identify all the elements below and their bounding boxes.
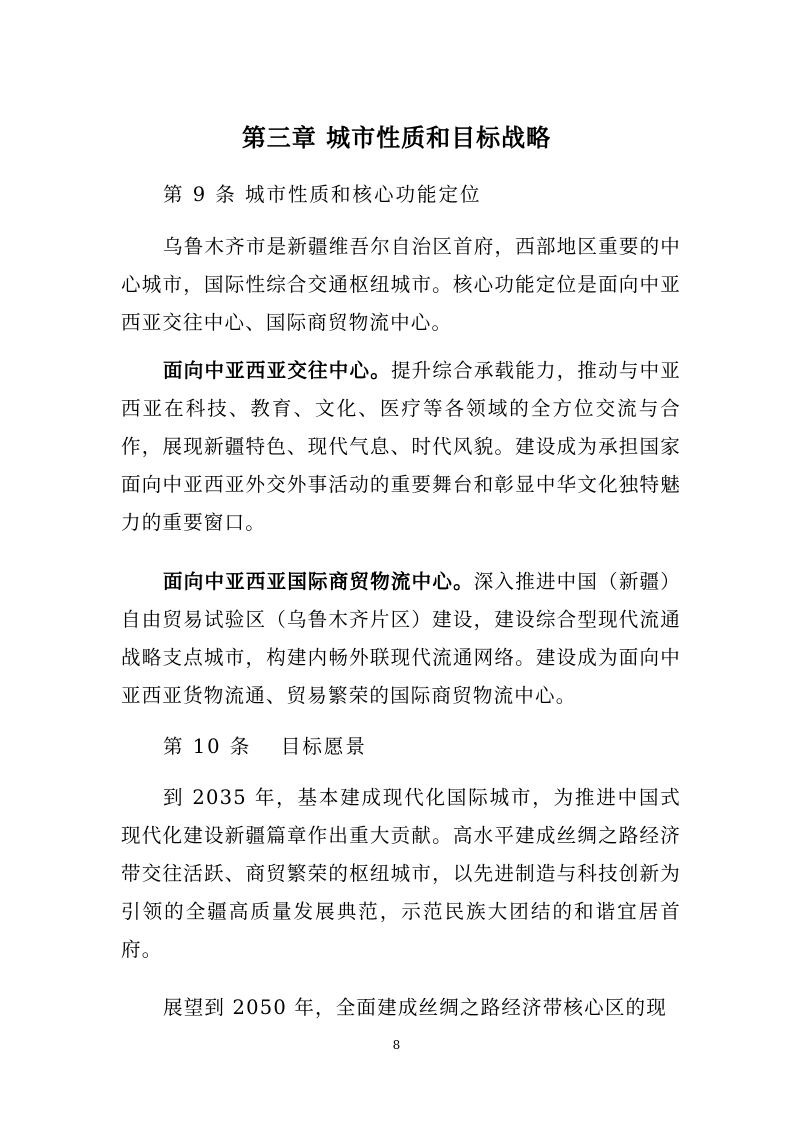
article-10-paragraph-1 [121,779,681,969]
article-10-heading: 第 10 条 目标愿景 [163,735,367,758]
article-10-paragraph-2 [121,989,681,1027]
article-9-heading: 第 9 条 城市性质和核心功能定位 [163,183,482,206]
paragraph-lead: 面向中亚西亚交往中心。 [163,359,391,382]
paragraph-lead: 面向中亚西亚国际商贸物流中心。 [163,570,474,593]
article-9-paragraph-1 [121,228,681,342]
paragraph-text: 展望到 2050 年，全面建成丝绸之路经济带核心区的现 [163,996,667,1019]
article-9-paragraph-2 [121,352,681,542]
paragraph-text: 深入推进中国（新疆）自由贸易试验区（乌鲁木齐片区）建设，建设综合型现代流通战略支点城市，构建内畅外联现代流通网络。建设成为面向中亚西亚货物流通、贸易繁荣的国际商贸物流中心。 [121,570,681,707]
paragraph-text: 提升综合承载能力，推动与中亚西亚在科技、教育、文化、医疗等各领域的全方位交流与合作，展现新疆特色、现代气息、时代风貌。建设成为承担国家面向中亚西亚外交外事活动的重要舞台和彰显中华文化独特魅力的重要窗口。 [121,359,682,534]
page-number: 8 [392,1038,401,1052]
chapter-title: 第三章 城市性质和目标战略 [241,123,552,152]
paragraph-text: 乌鲁木齐市是新疆维吾尔自治区首府，西部地区重要的中心城市，国际性综合交通枢纽城市。核心功能定位是面向中亚西亚交往中心、国际商贸物流中心。 [121,235,681,334]
paragraph-text: 到 2035 年，基本建成现代化国际城市，为推进中国式现代化建设新疆篇章作出重大贡献。高水平建成丝绸之路经济带交往活跃、商贸繁荣的枢纽城市，以先进制造与科技创新为引领的全疆高质量发展典范，示范民族大团结的和谐宜居首府。 [121,786,681,961]
article-9-paragraph-3 [121,563,681,715]
